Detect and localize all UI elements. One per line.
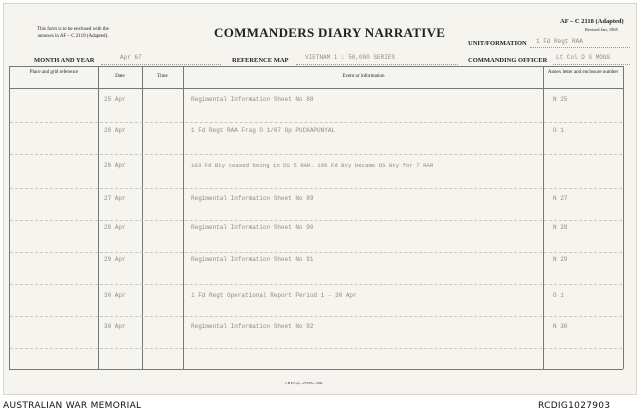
table-header-border [9, 88, 623, 89]
row-rule [10, 188, 622, 189]
entry-event: Regimental Information Sheet No 88 [191, 96, 314, 103]
form-number: AF – C 2118 (Adapted) [560, 18, 624, 25]
col-divider-annex [543, 66, 544, 369]
row-rule [10, 220, 622, 221]
entry-date: 26 Apr [104, 162, 126, 169]
entry-annex: N 29 [553, 256, 568, 263]
table-bottom-border [9, 369, 623, 370]
enclosure-note [18, 26, 128, 40]
table-top-border [9, 66, 623, 67]
entry-event: 1 Fd Regt RAA Frag O 1/67 Op PUCKAPUNYAL [191, 127, 336, 134]
commanding-officer-label: COMMANDING OFFICER [468, 57, 548, 64]
entry-annex: O 1 [553, 127, 564, 134]
entry-date: 26 Apr [104, 127, 126, 134]
col-header-date: Date [115, 74, 125, 79]
archive-caption-left: AUSTRALIAN WAR MEMORIAL [3, 401, 142, 411]
entry-event: 103 Fd Bty ceased being in DS 5 RAR. 106 Fd Bty became DS Bty for 7 RAR [191, 162, 434, 169]
entry-date: 27 Apr [104, 195, 126, 202]
table-left-border [9, 66, 10, 369]
printer-line: 1 B P Coy—275/65—55m [285, 381, 323, 385]
entry-date: 28 Apr [104, 224, 126, 231]
archive-caption-right: RCDIG1027903 [538, 401, 611, 411]
reference-map-underline [296, 64, 458, 65]
unit-value: 1 Fd Regt RAA [536, 38, 583, 45]
unit-underline [530, 47, 630, 48]
table-right-border [623, 66, 624, 369]
month-year-underline [101, 64, 221, 65]
entry-date: 29 Apr [104, 256, 126, 263]
month-year-value: Apr 67 [120, 54, 142, 61]
entry-event: Regimental Information Sheet No 89 [191, 195, 314, 202]
col-divider-date [98, 66, 99, 369]
col-divider-event [183, 66, 184, 369]
col-header-place: Place and grid reference [29, 70, 79, 75]
row-rule [10, 154, 622, 155]
entry-date: 30 Apr [104, 323, 126, 330]
col-header-annex: Annex letter and enclosure number [547, 70, 619, 75]
entry-date: 25 Apr [104, 96, 126, 103]
unit-label: UNIT/FORMATION [468, 40, 527, 47]
enclosure-note-line-1: This form is to be enclosed with the [37, 27, 109, 32]
commanding-officer-value: Lt Col D S MOGG [556, 54, 611, 61]
entry-annex: N 25 [553, 96, 568, 103]
row-rule [10, 122, 622, 123]
entry-event: Regimental Information Sheet No 91 [191, 256, 314, 263]
entry-annex: N 27 [553, 195, 568, 202]
entry-annex: O 1 [553, 292, 564, 299]
reference-map-value: VIETNAM 1 : 50,000 SERIES [305, 54, 396, 61]
entry-annex: N 28 [553, 224, 568, 231]
row-rule [10, 348, 622, 349]
month-year-label: MONTH AND YEAR [34, 57, 95, 64]
entry-annex: N 30 [553, 323, 568, 330]
row-rule [10, 252, 622, 253]
col-header-event: Event or information [342, 74, 385, 79]
row-rule [10, 284, 622, 285]
entry-event: 1 Fd Regt Operational Report Period 1 - 30 Apr [191, 292, 357, 299]
col-header-time: Time [157, 74, 168, 79]
entry-event: Regimental Information Sheet No 92 [191, 323, 314, 330]
col-divider-time [142, 66, 143, 369]
form-title: COMMANDERS DIARY NARRATIVE [214, 25, 446, 40]
revised-date: Revised Jan, 1965 [585, 27, 618, 32]
reference-map-label: REFERENCE MAP [232, 57, 289, 64]
enclosure-note-line-2: annexes in AF – C 2119 (Adapted). [37, 34, 109, 39]
row-rule [10, 316, 622, 317]
entry-date: 30 Apr [104, 292, 126, 299]
commanding-officer-underline [553, 64, 630, 65]
entry-event: Regimental Information Sheet No 90 [191, 224, 314, 231]
